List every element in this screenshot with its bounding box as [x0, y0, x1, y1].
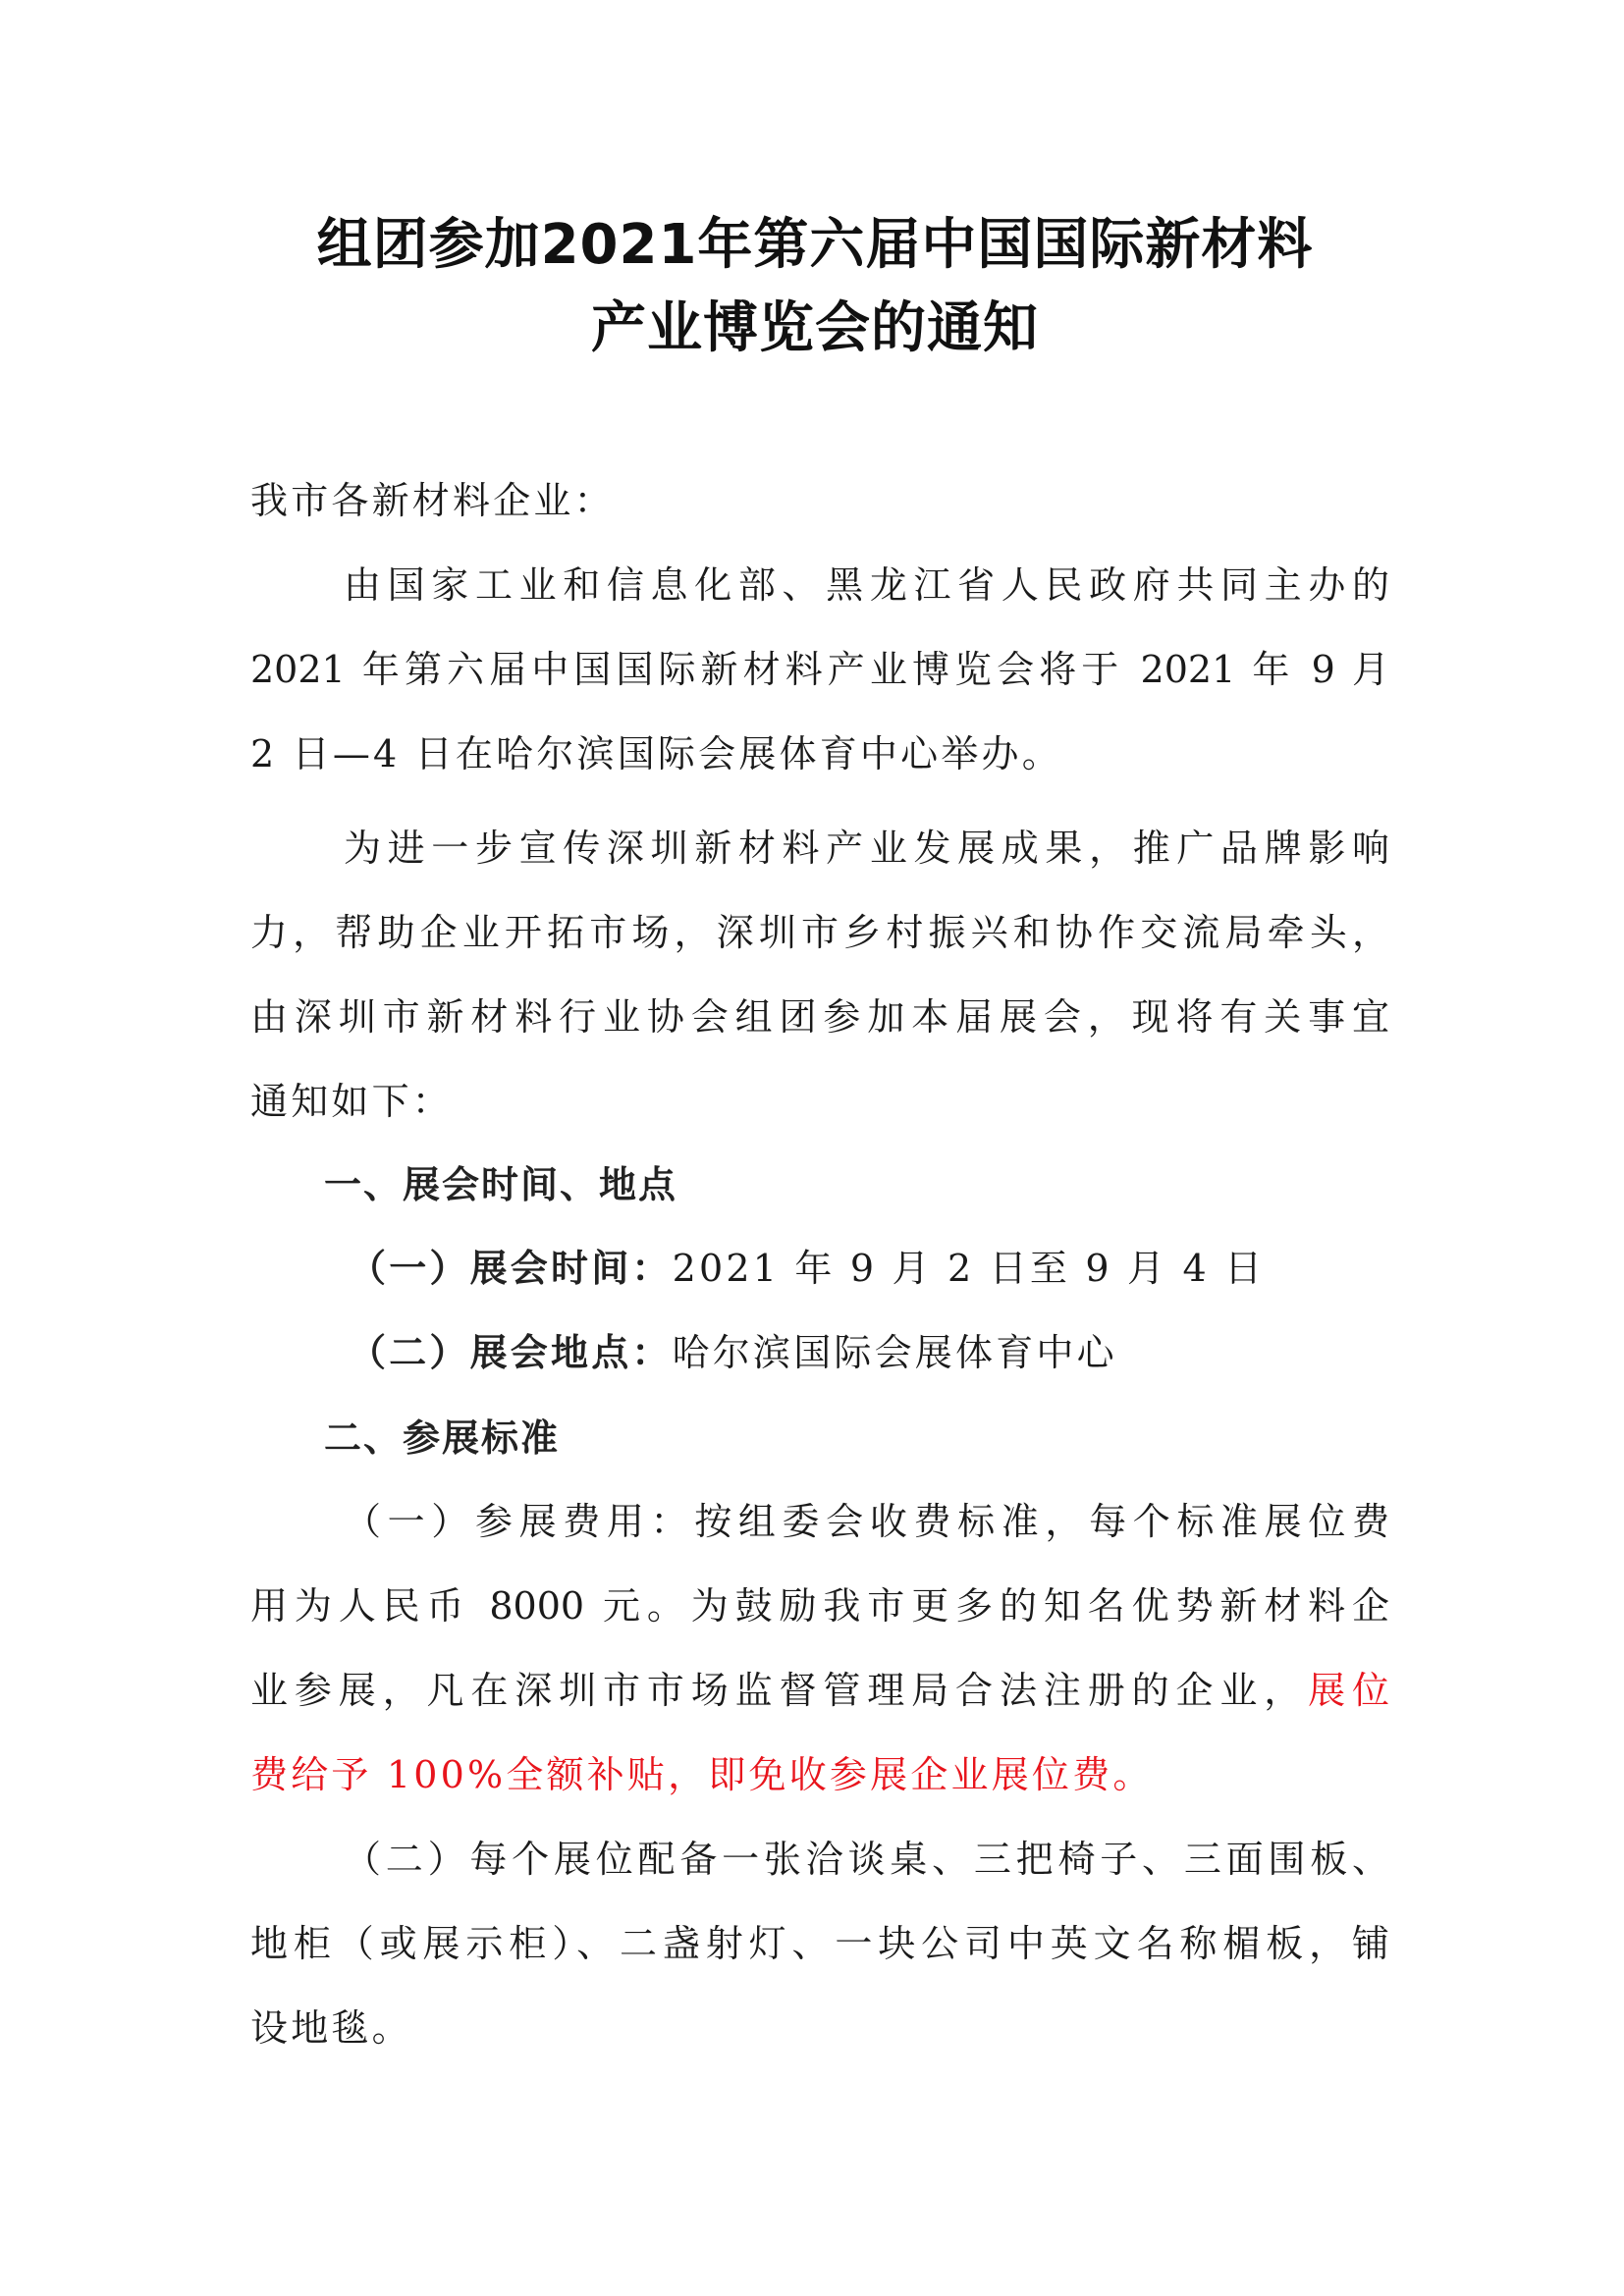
item-label: （二）展会地点： — [349, 1331, 673, 1374]
section-2-heading: 二、参展标准 — [324, 1416, 561, 1460]
section-2-item-2-line-3: 设地毯。 — [250, 2006, 412, 2050]
para2-line-1: 为进一步宣传深圳新材料产业发展成果，推广品牌影响 — [344, 827, 1389, 870]
section-2-item-1-line-4-highlight: 费给予 100%全额补贴，即免收参展企业展位费。 — [250, 1753, 1154, 1796]
highlight-text: 展位 — [1308, 1669, 1389, 1712]
para2-line-4: 通知如下： — [250, 1080, 454, 1123]
document-title-line-2: 产业博览会的通知 — [591, 296, 1039, 360]
section-1-item-2 — [349, 1323, 1488, 1382]
para1-line-2: 2021 年第六届中国国际新材料产业博览会将于 2021 年 9 月 — [250, 648, 1389, 691]
section-1-item-1 — [349, 1239, 1488, 1298]
text-normal: 业参展，凡在深圳市市场监督管理局合法注册的企业， — [250, 1669, 1309, 1712]
section-2-item-1-line-3 — [250, 1661, 1389, 1720]
section-2-item-1-line-1: （一）参展费用：按组委会收费标准，每个标准展位费 — [344, 1500, 1389, 1543]
item-value: 2021 年 9 月 2 日至 9 月 4 日 — [672, 1247, 1266, 1290]
para1-line-3: 2 日—4 日在哈尔滨国际会展体育中心举办。 — [250, 732, 1062, 775]
section-2-item-2-line-1: （二）每个展位配备一张洽谈桌、三把椅子、三面围板、 — [344, 1838, 1389, 1881]
item-value: 哈尔滨国际会展体育中心 — [672, 1331, 1117, 1374]
section-2-item-1-line-2: 用为人民币 8000 元。为鼓励我市更多的知名优势新材料企 — [250, 1584, 1389, 1628]
document-title-line-1: 组团参加2021年第六届中国国际新材料 — [316, 213, 1314, 277]
section-2-item-2-line-2: 地柜（或展示柜）、二盏射灯、一块公司中英文名称楣板，铺 — [250, 1922, 1389, 1965]
para2-line-2: 力，帮助企业开拓市场，深圳市乡村振兴和协作交流局牵头， — [250, 911, 1389, 954]
para1-line-1: 由国家工业和信息化部、黑龙江省人民政府共同主办的 — [344, 563, 1389, 607]
para2-line-3: 由深圳市新材料行业协会组团参加本届展会，现将有关事宜 — [250, 995, 1389, 1039]
item-label: （一）展会时间： — [349, 1247, 673, 1290]
salutation: 我市各新材料企业： — [250, 479, 615, 522]
section-1-heading: 一、展会时间、地点 — [324, 1163, 678, 1206]
